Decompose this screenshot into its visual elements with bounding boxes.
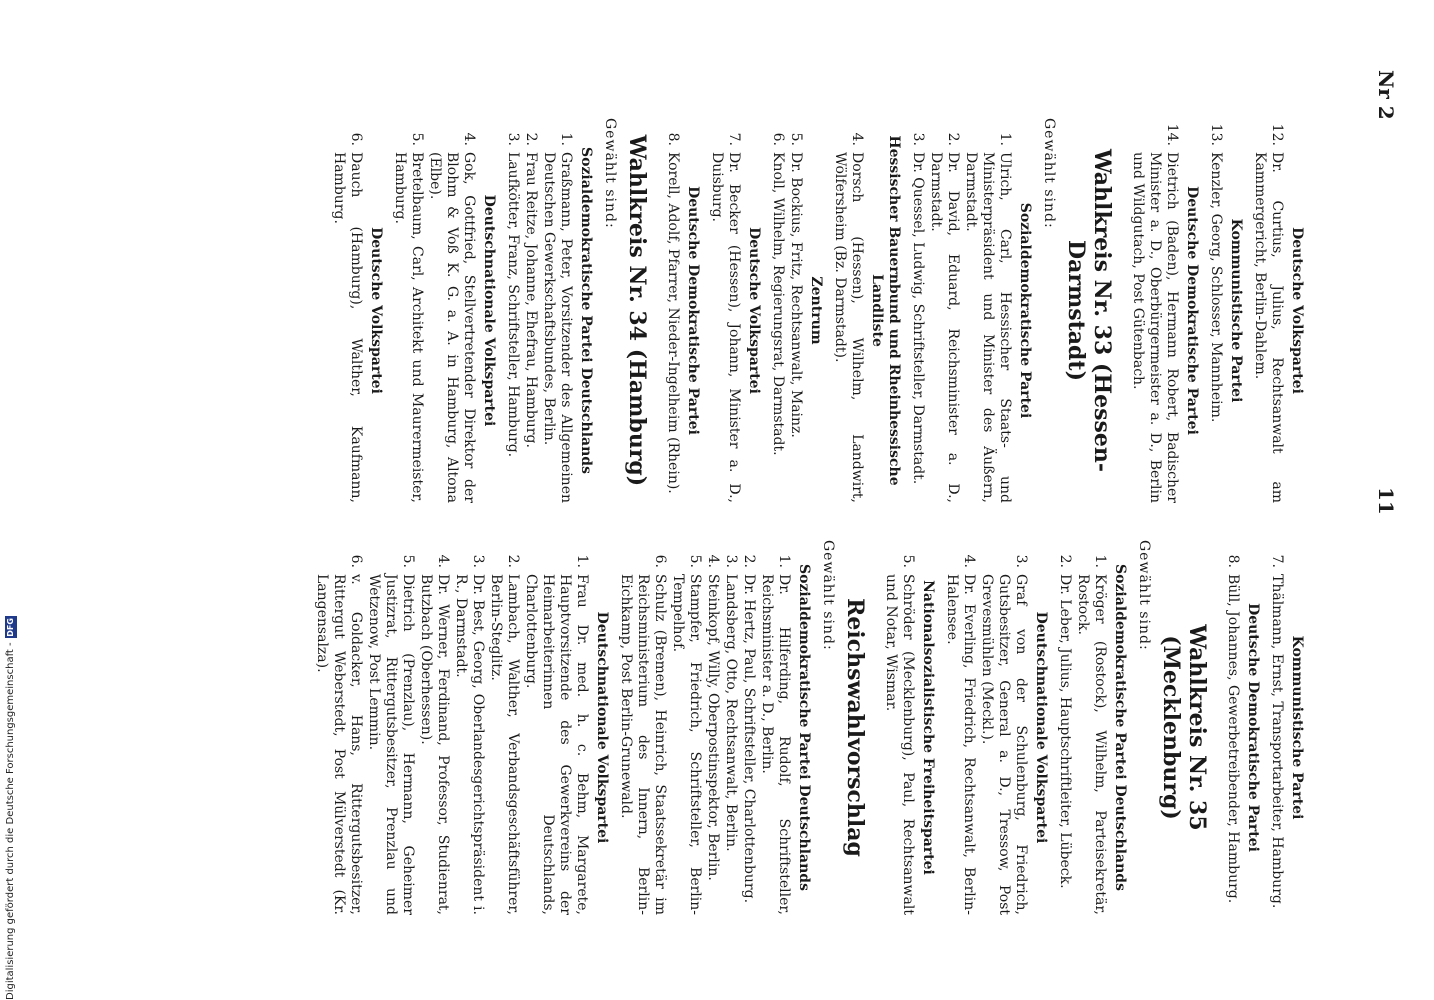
entry-number: 4.	[849, 132, 865, 146]
digitization-credit	[3, 0, 19, 1000]
entry-number: 3.	[723, 554, 739, 568]
entry-number: 2.	[1057, 554, 1073, 568]
entry-text: Dietrich (Baden), Hermann Robert, Badischer Minister a. D., Oberbürgermeister a. D., Berlin und Wildgutach, Post Gütenbach.	[1130, 152, 1180, 503]
list-item	[1251, 118, 1285, 503]
elected-label: Gewählt sind:	[602, 118, 618, 229]
list-item	[417, 540, 451, 915]
list-item	[669, 540, 703, 915]
party-heading: Deutsche Volkspartei	[368, 227, 384, 394]
list-item	[664, 118, 681, 503]
elected-label: Gewählt sind:	[1041, 118, 1057, 229]
party-heading: Zentrum	[808, 276, 824, 345]
entry-number: 3.	[910, 132, 926, 146]
list-item	[1268, 540, 1285, 915]
section-heading-35: Wahlkreis Nr. 35 (Mecklenburg)	[1158, 624, 1210, 831]
entry-number: 5.	[687, 554, 703, 568]
entry-text: Dr. Quessel, Ludwig, Schriftsteller, Darmstadt.	[910, 152, 926, 485]
entry-text: Graf von der Schulenburg, Friedrich, Gutsbesitzer, General a. D., Tressow, Post Grevesmühlen (Meckl.).	[979, 574, 1029, 915]
entry-text: Schulz (Bremen), Heinrich, Staatssekretär im Reichsministerium des Innern, Berlin-Eichkamp, Post Berlin-Grunewald.	[618, 574, 668, 915]
list-item	[617, 540, 668, 915]
party-heading: Kommunistische Partei	[1228, 218, 1244, 403]
entry-number: 5.	[400, 554, 416, 568]
list-item	[740, 540, 757, 915]
entry-text: Dr. Werner, Ferdinand, Professor, Studienrat, Butzbach (Oberhessen).	[418, 574, 451, 915]
entry-number: 6.	[348, 554, 364, 568]
entry-number: 5.	[788, 132, 804, 146]
list-item	[487, 540, 521, 915]
entry-number: 1.	[574, 554, 590, 568]
entry-text: Kenzler, Georg, Schlosser, Mannheim.	[1208, 152, 1224, 423]
entry-number: 2.	[945, 132, 961, 146]
entry-number: 5.	[409, 132, 425, 146]
entry-text: Frau Reitze, Johanne, Ehefrau, Hamburg.	[523, 152, 539, 448]
entry-text: Kröger (Rostock), Wilhelm, Parteisekretär, Rostock.	[1075, 574, 1108, 915]
party-heading: Hessischer Bauernbund und Rheinhessische Landliste	[869, 135, 902, 486]
entry-number: 8.	[1225, 554, 1241, 568]
entry-text: Dauch (Hamburg), Walther, Kaufmann, Hamburg.	[331, 152, 364, 503]
entry-text: Bretelbaum, Carl, Architekt und Maurermeister, Hamburg.	[392, 152, 425, 503]
entry-number: 1.	[997, 132, 1013, 146]
party-heading: Sozialdemokratische Partei Deutschlands	[1112, 564, 1128, 891]
party-heading: Deutschnationale Volkspartei	[481, 194, 497, 427]
entry-number: 7.	[726, 132, 742, 146]
entry-text: Dr. David, Eduard, Reichsminister a. D., Darmstadt.	[928, 152, 961, 503]
entry-number: 3.	[1013, 554, 1029, 568]
entry-text: Laufkötter, Franz, Schriftsteller, Hamburg.	[505, 152, 521, 458]
entry-text: Dietrich (Prenzlau), Hermann, Geheimer Justizrat, Rittergutsbesitzer, Prenzlau und Wetzenow, Post Lemmin.	[366, 574, 416, 915]
entry-number: 3.	[470, 554, 486, 568]
list-item	[722, 540, 739, 915]
entry-text: Dr. Becker (Hessen), Johann, Minister a. D., Duisburg.	[709, 152, 742, 503]
column-one	[12, 118, 1312, 503]
list-item	[769, 118, 786, 503]
list-item	[909, 118, 926, 503]
list-item	[943, 540, 977, 915]
list-item	[831, 118, 865, 503]
party-heading: Deutsche Demokratische Partei	[685, 186, 701, 435]
entry-text: Knoll, Wilhelm, Regierungsrat, Darmstadt.	[770, 152, 786, 456]
entry-text: Landsberg, Otto, Rechtsanwalt, Berlin.	[723, 574, 739, 852]
party-heading: Kommunistische Partei	[1289, 635, 1305, 820]
dfg-logo-icon: DFG	[6, 618, 15, 637]
entry-number: 2.	[505, 554, 521, 568]
party-heading: Deutschnationale Volkspartei	[594, 611, 610, 844]
entry-number: 4.	[435, 554, 451, 568]
entry-text: Dr. Everling, Friedrich, Rechtsanwalt, Berlin-Halensee.	[944, 574, 977, 915]
list-item	[504, 118, 521, 503]
list-item	[704, 540, 721, 915]
column-two	[12, 540, 1312, 915]
entry-text: Dorsch (Hessen), Wilhelm, Landwirt, Wölfersheim (Bz. Darmstadt).	[832, 152, 865, 503]
entry-text: Dr. Curtius, Julius, Rechtsanwalt am Kammergericht, Berlin-Dahlem.	[1252, 152, 1285, 503]
credit-text: Digitalisierung gefördert durch die Deutsche Forschungsgemeinschaft -	[5, 642, 16, 1000]
entry-text: Dr. Leber, Julius, Hauptschriftleiter, Lübeck.	[1057, 574, 1073, 889]
entry-text: Frau Dr. med. h. c. Behm, Margarete, Hauptvorsitzende des Gewerkvereins der Heimarbeiterinnen Deutschlands, Charlottenburg.	[523, 574, 590, 915]
entry-text: Dr. Bockius, Fritz, Rechtsanwalt, Mainz.	[788, 152, 804, 438]
entry-text: Gok, Gottfried, Stellvertretender Direktor der Blohm & Voß K. G. a. A. in Hamburg, Altona (Elbe).	[427, 152, 477, 503]
list-item	[882, 540, 916, 915]
entry-text: v. Goldacker, Hans, Rittergutsbesitzer, Rittergut Weberstedt, Post Mülverstedt (Kr. Langensalza).	[314, 574, 364, 915]
entry-number: 4.	[461, 132, 477, 146]
list-item	[978, 540, 1029, 915]
list-item	[1074, 540, 1108, 915]
party-heading: Nationalsozialistische Freiheitspartei	[920, 580, 936, 875]
party-heading: Deutsche Demokratische Partei	[1245, 603, 1261, 852]
entry-number: 8.	[665, 132, 681, 146]
list-item	[927, 118, 961, 503]
entry-text: Steinkopf, Willy, Oberpostinspektor, Berlin.	[705, 574, 721, 881]
list-item	[962, 118, 1013, 503]
party-heading: Deutsche Volkspartei	[746, 227, 762, 394]
list-item	[787, 118, 804, 503]
list-item	[330, 118, 364, 503]
entry-text: Lambach, Walther, Verbandsgeschäftsführer, Berlin-Steglitz.	[488, 574, 521, 915]
list-item	[522, 540, 590, 915]
list-item	[391, 118, 425, 503]
list-item	[708, 118, 742, 503]
entry-text: Schröder (Mecklenburg), Paul, Rechtsanwalt und Notar, Wismar.	[883, 574, 916, 915]
list-item	[1129, 118, 1180, 503]
list-item	[1056, 540, 1073, 915]
entry-text: Stampfer, Friedrich, Schriftsteller, Berlin-Tempelhof.	[670, 574, 703, 915]
party-heading: Deutschnationale Volkspartei	[1033, 611, 1049, 844]
entry-number: 1.	[1092, 554, 1108, 568]
entry-number: 6.	[348, 132, 364, 146]
list-item	[426, 118, 477, 503]
entry-number: 5.	[900, 554, 916, 568]
entry-number: 1.	[558, 132, 574, 146]
entry-number: 2.	[741, 554, 757, 568]
entry-number: 4.	[961, 554, 977, 568]
list-item	[540, 118, 574, 503]
list-item	[1207, 118, 1224, 503]
page-label: Nr 2	[1374, 70, 1398, 120]
entry-number: 13.	[1208, 123, 1224, 146]
elected-label: Gewählt sind:	[820, 540, 836, 651]
entry-number: 6.	[652, 554, 668, 568]
entry-number: 2.	[523, 132, 539, 146]
entry-number: 3.	[505, 132, 521, 146]
party-heading: Deutsche Volkspartei	[1289, 227, 1305, 394]
page-number: 11	[1374, 487, 1398, 515]
list-item	[313, 540, 364, 915]
list-item	[758, 540, 792, 915]
section-heading-33: Wahlkreis Nr. 33 (Hessen-Darmstadt)	[1063, 149, 1115, 472]
entry-text: Graßmann, Peter, Vorsitzender des Allgemeinen Deutschen Gewerkschaftsbundes, Berlin.	[541, 152, 574, 503]
party-heading: Sozialdemokratische Partei	[1017, 202, 1033, 419]
elected-label: Gewählt sind:	[1136, 540, 1152, 651]
entry-number: 14.	[1164, 123, 1180, 146]
entry-number: 6.	[770, 132, 786, 146]
list-item	[365, 540, 416, 915]
list-item	[522, 118, 539, 503]
entry-number: 7.	[1269, 554, 1285, 568]
entry-text: Dr. Hertz, Paul, Schriftsteller, Charlottenburg.	[741, 574, 757, 904]
entry-text: Korell, Adolf, Pfarrer, Nieder-Ingelheim (Rhein).	[665, 152, 681, 494]
list-item	[1224, 540, 1241, 915]
entry-text: Dr. Best, Georg, Oberlandesgerichtspräsident i. R., Darmstadt.	[453, 574, 486, 915]
entry-text: Thälmann, Ernst, Transportarbeiter, Hamburg.	[1269, 574, 1285, 909]
entry-text: Dr. Hilferding, Rudolf, Schriftsteller, Reichsminister a. D., Berlin.	[759, 574, 792, 915]
entry-number: 1.	[776, 554, 792, 568]
party-heading: Deutsche Demokratische Partei	[1184, 186, 1200, 435]
entry-number: 4.	[705, 554, 721, 568]
section-heading-34: Wahlkreis Nr. 34 (Hamburg)	[624, 134, 650, 487]
entry-number: 12.	[1269, 123, 1285, 146]
section-heading-reichswahlvorschlag: Reichswahlvorschlag	[842, 598, 868, 857]
list-item	[452, 540, 486, 915]
entry-text: Ulrich, Carl, Hessischer Staats- und Ministerpräsident und Minister des Äußern, Darmstadt.	[963, 152, 1013, 503]
party-heading: Sozialdemokratische Partei Deutschlands	[796, 564, 812, 891]
entry-text: Büll, Johannes, Gewerbetreibender, Hamburg.	[1225, 574, 1241, 904]
party-heading: Sozialdemokratische Partei Deutschlands	[578, 147, 594, 474]
